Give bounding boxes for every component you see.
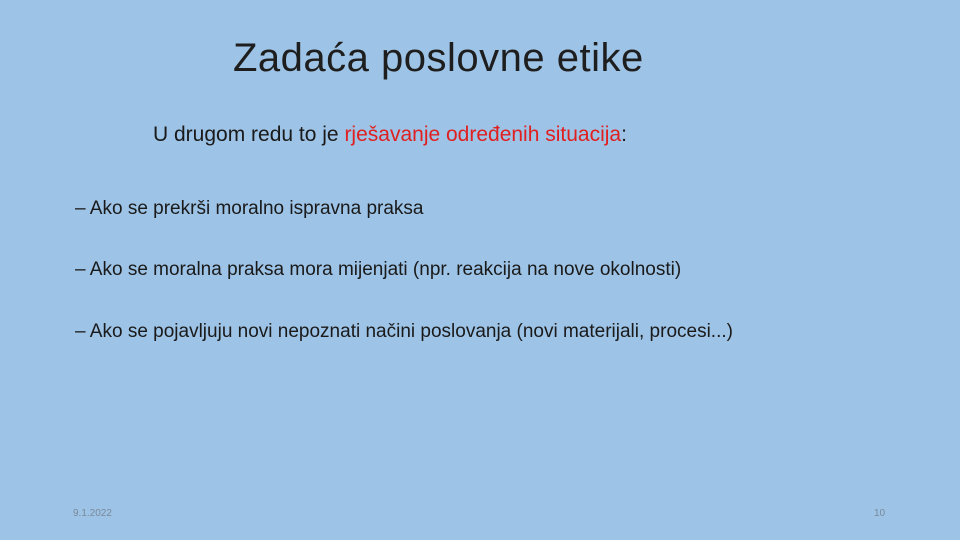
bullet-item-2: – Ako se moralna praksa mora mijenjati (npr. reakcija na nove okolnosti) bbox=[75, 259, 682, 280]
slide-title: Zadaća poslovne etike bbox=[233, 36, 644, 80]
bullet-item-3: – Ako se pojavljuju novi nepoznati načini poslovanja (novi materijali, procesi...) bbox=[75, 321, 733, 342]
intro-highlight: rješavanje određenih situacija bbox=[344, 123, 622, 146]
bullet-item-1: – Ako se prekrši moralno ispravna praksa bbox=[75, 198, 424, 219]
footer-date: 9.1.2022 bbox=[73, 508, 112, 519]
intro-prefix: U drugom redu to je bbox=[153, 123, 345, 146]
footer-page-number: 10 bbox=[874, 508, 886, 519]
intro-line bbox=[153, 123, 627, 147]
intro-suffix: : bbox=[621, 123, 627, 146]
